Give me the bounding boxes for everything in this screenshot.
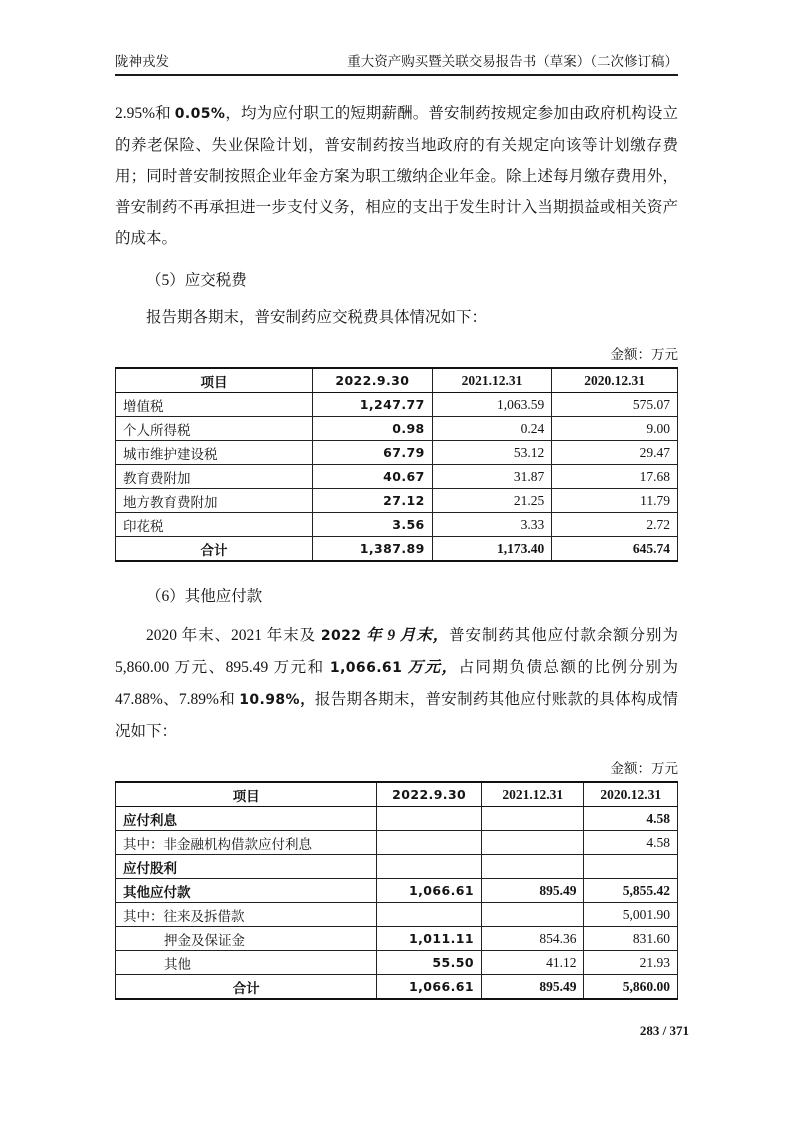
table-cell-value: 1,173.40 [432, 537, 552, 562]
table-cell-value: 831.60 [584, 927, 678, 951]
table-cell-label: 印花税 [116, 513, 313, 537]
table-cell-value: 21.25 [432, 489, 552, 513]
table-cell-value: 67.79 [313, 441, 433, 465]
table-cell-value [584, 855, 678, 879]
table-cell-value: 854.36 [481, 927, 584, 951]
table-cell-value: 0.24 [432, 417, 552, 441]
table-cell-label: 其他 [116, 951, 377, 975]
page-number: 283 / 371 [639, 1023, 689, 1038]
table-cell-value: 27.12 [313, 489, 433, 513]
table-cell-value: 645.74 [552, 537, 678, 562]
paragraph-text: 2.95%和 [115, 105, 175, 122]
table-cell-value: 1,063.59 [432, 393, 552, 417]
table-cell-value: 3.56 [313, 513, 433, 537]
table-cell-label: 教育费附加 [116, 465, 313, 489]
table-cell-total-label: 合计 [116, 537, 313, 562]
table-cell-value [481, 807, 584, 831]
table-cell-value: 53.12 [432, 441, 552, 465]
table-cell-value: 5,855.42 [584, 879, 678, 903]
table1-unit-label: 金额：万元 [610, 347, 678, 362]
paragraph-text: 普安制药其他应付款余额分别为 5,860.00 万元、895.49 万元和 [115, 627, 678, 676]
header-company-name: 陇神戎发 [115, 54, 169, 69]
table-cell-value: 17.68 [552, 465, 678, 489]
running-header [115, 0, 678, 76]
table-cell-value: 21.93 [584, 951, 678, 975]
table-header-2020: 2020.12.31 [552, 368, 678, 393]
table-total-row [116, 537, 678, 562]
table-row [116, 951, 678, 975]
table-cell-value: 4.58 [584, 831, 678, 855]
table-cell-value [377, 903, 482, 927]
table-cell-value: 895.49 [481, 975, 584, 1000]
table-cell-value: 1,011.11 [377, 927, 482, 951]
table-row [116, 513, 678, 537]
table-cell-value: 55.50 [377, 951, 482, 975]
paragraph-employee-benefits [115, 98, 678, 254]
table-cell-value: 31.87 [432, 465, 552, 489]
table-cell-value: 1,066.61 [377, 975, 482, 1000]
table-cell-value [377, 855, 482, 879]
table-cell-value: 3.33 [432, 513, 552, 537]
table-header-2021: 2021.12.31 [432, 368, 552, 393]
table-cell-label: 地方教育费附加 [116, 489, 313, 513]
table-cell-label: 其中：非金融机构借款应付利息 [116, 831, 377, 855]
table-cell-value: 0.98 [313, 417, 433, 441]
table-header-2022: 2022.9.30 [313, 368, 433, 393]
table-cell-label: 增值税 [116, 393, 313, 417]
table-row [116, 879, 678, 903]
table-cell-value: 1,066.61 [377, 879, 482, 903]
table-cell-value [481, 831, 584, 855]
header-report-title: 重大资产购买暨关联交易报告书（草案）（二次修订稿） [347, 54, 678, 69]
table-cell-value: 5,001.90 [584, 903, 678, 927]
table-cell-value: 41.12 [481, 951, 584, 975]
section-heading-5: （5）应交税费 [146, 272, 247, 289]
table-cell-value: 1,247.77 [313, 393, 433, 417]
table-cell-value [481, 903, 584, 927]
paragraph-bold-value: 2022 [320, 628, 362, 644]
table-header-2020: 2020.12.31 [584, 782, 678, 807]
table-row [116, 831, 678, 855]
paragraph-bold-text: 万元， [402, 659, 459, 676]
table-cell-label: 押金及保证金 [116, 927, 377, 951]
table-cell-value: 11.79 [552, 489, 678, 513]
table2-unit-label: 金额：万元 [610, 761, 678, 776]
table-row [116, 807, 678, 831]
paragraph-text: 报告期各期末，普安制药其他应付账款的具体构成情况如下： [115, 691, 678, 740]
table-header-item: 项目 [116, 368, 313, 393]
table-cell-value [377, 831, 482, 855]
section-heading-6: （6）其他应付款 [146, 588, 263, 605]
paragraph-text: ，均为应付职工的短期薪酬。普安制药按规定参加由政府机构设立的养老保险、失业保险计划，普安制药按当地政府的有关规定向该等计划缴存费用；同时普安制按照企业年金方案为职工缴纳企业年金。除上述每月缴存费用外，普安制药不再承担进一步支付义务，相应的支出于发生时计入当期损益或相关资产的成本。 [115, 105, 678, 247]
paragraph-bold-text: 年 9 月末， [361, 627, 450, 644]
table-cell-label: 其中：往来及拆借款 [116, 903, 377, 927]
table-row [116, 855, 678, 879]
table-cell-label: 个人所得税 [116, 417, 313, 441]
taxes-payable-table [115, 367, 678, 562]
table-cell-value: 895.49 [481, 879, 584, 903]
paragraph-other-payables [115, 620, 678, 747]
table-cell-value: 1,387.89 [313, 537, 433, 562]
other-payables-table [115, 781, 678, 1000]
table-row [116, 489, 678, 513]
table-row [116, 441, 678, 465]
table1-intro-text: 报告期各期末，普安制药应交税费具体情况如下： [146, 309, 488, 326]
table-header-row [116, 368, 678, 393]
table-cell-value: 2.72 [552, 513, 678, 537]
table-row [116, 927, 678, 951]
table-total-row [116, 975, 678, 1000]
table-header-2022: 2022.9.30 [377, 782, 482, 807]
table-cell-value: 575.07 [552, 393, 678, 417]
paragraph-bold-value: 10.98%， [239, 692, 315, 708]
table-cell-value: 29.47 [552, 441, 678, 465]
table-header-2021: 2021.12.31 [481, 782, 584, 807]
table-cell-label: 应付股利 [116, 855, 377, 879]
paragraph-bold-value: 0.05% [174, 106, 226, 122]
table-cell-value: 4.58 [584, 807, 678, 831]
page-content [115, 0, 678, 1000]
table-row [116, 417, 678, 441]
paragraph-text: 占同期负债总额的比例分别为 47.88%、7.89%和 [115, 659, 678, 708]
paragraph-bold-value: 1,066.61 [329, 660, 403, 676]
table-cell-value: 40.67 [313, 465, 433, 489]
table-row [116, 393, 678, 417]
table-cell-value: 5,860.00 [584, 975, 678, 1000]
paragraph-text: 2020 年末、2021 年末及 [146, 627, 321, 644]
table-row [116, 903, 678, 927]
table-cell-value: 9.00 [552, 417, 678, 441]
table-cell-total-label: 合计 [116, 975, 377, 1000]
table-cell-label: 其他应付款 [116, 879, 377, 903]
table-cell-value [481, 855, 584, 879]
table-header-row [116, 782, 678, 807]
table-cell-value [377, 807, 482, 831]
table-cell-label: 应付利息 [116, 807, 377, 831]
table-row [116, 465, 678, 489]
table-header-item: 项目 [116, 782, 377, 807]
table-cell-label: 城市维护建设税 [116, 441, 313, 465]
